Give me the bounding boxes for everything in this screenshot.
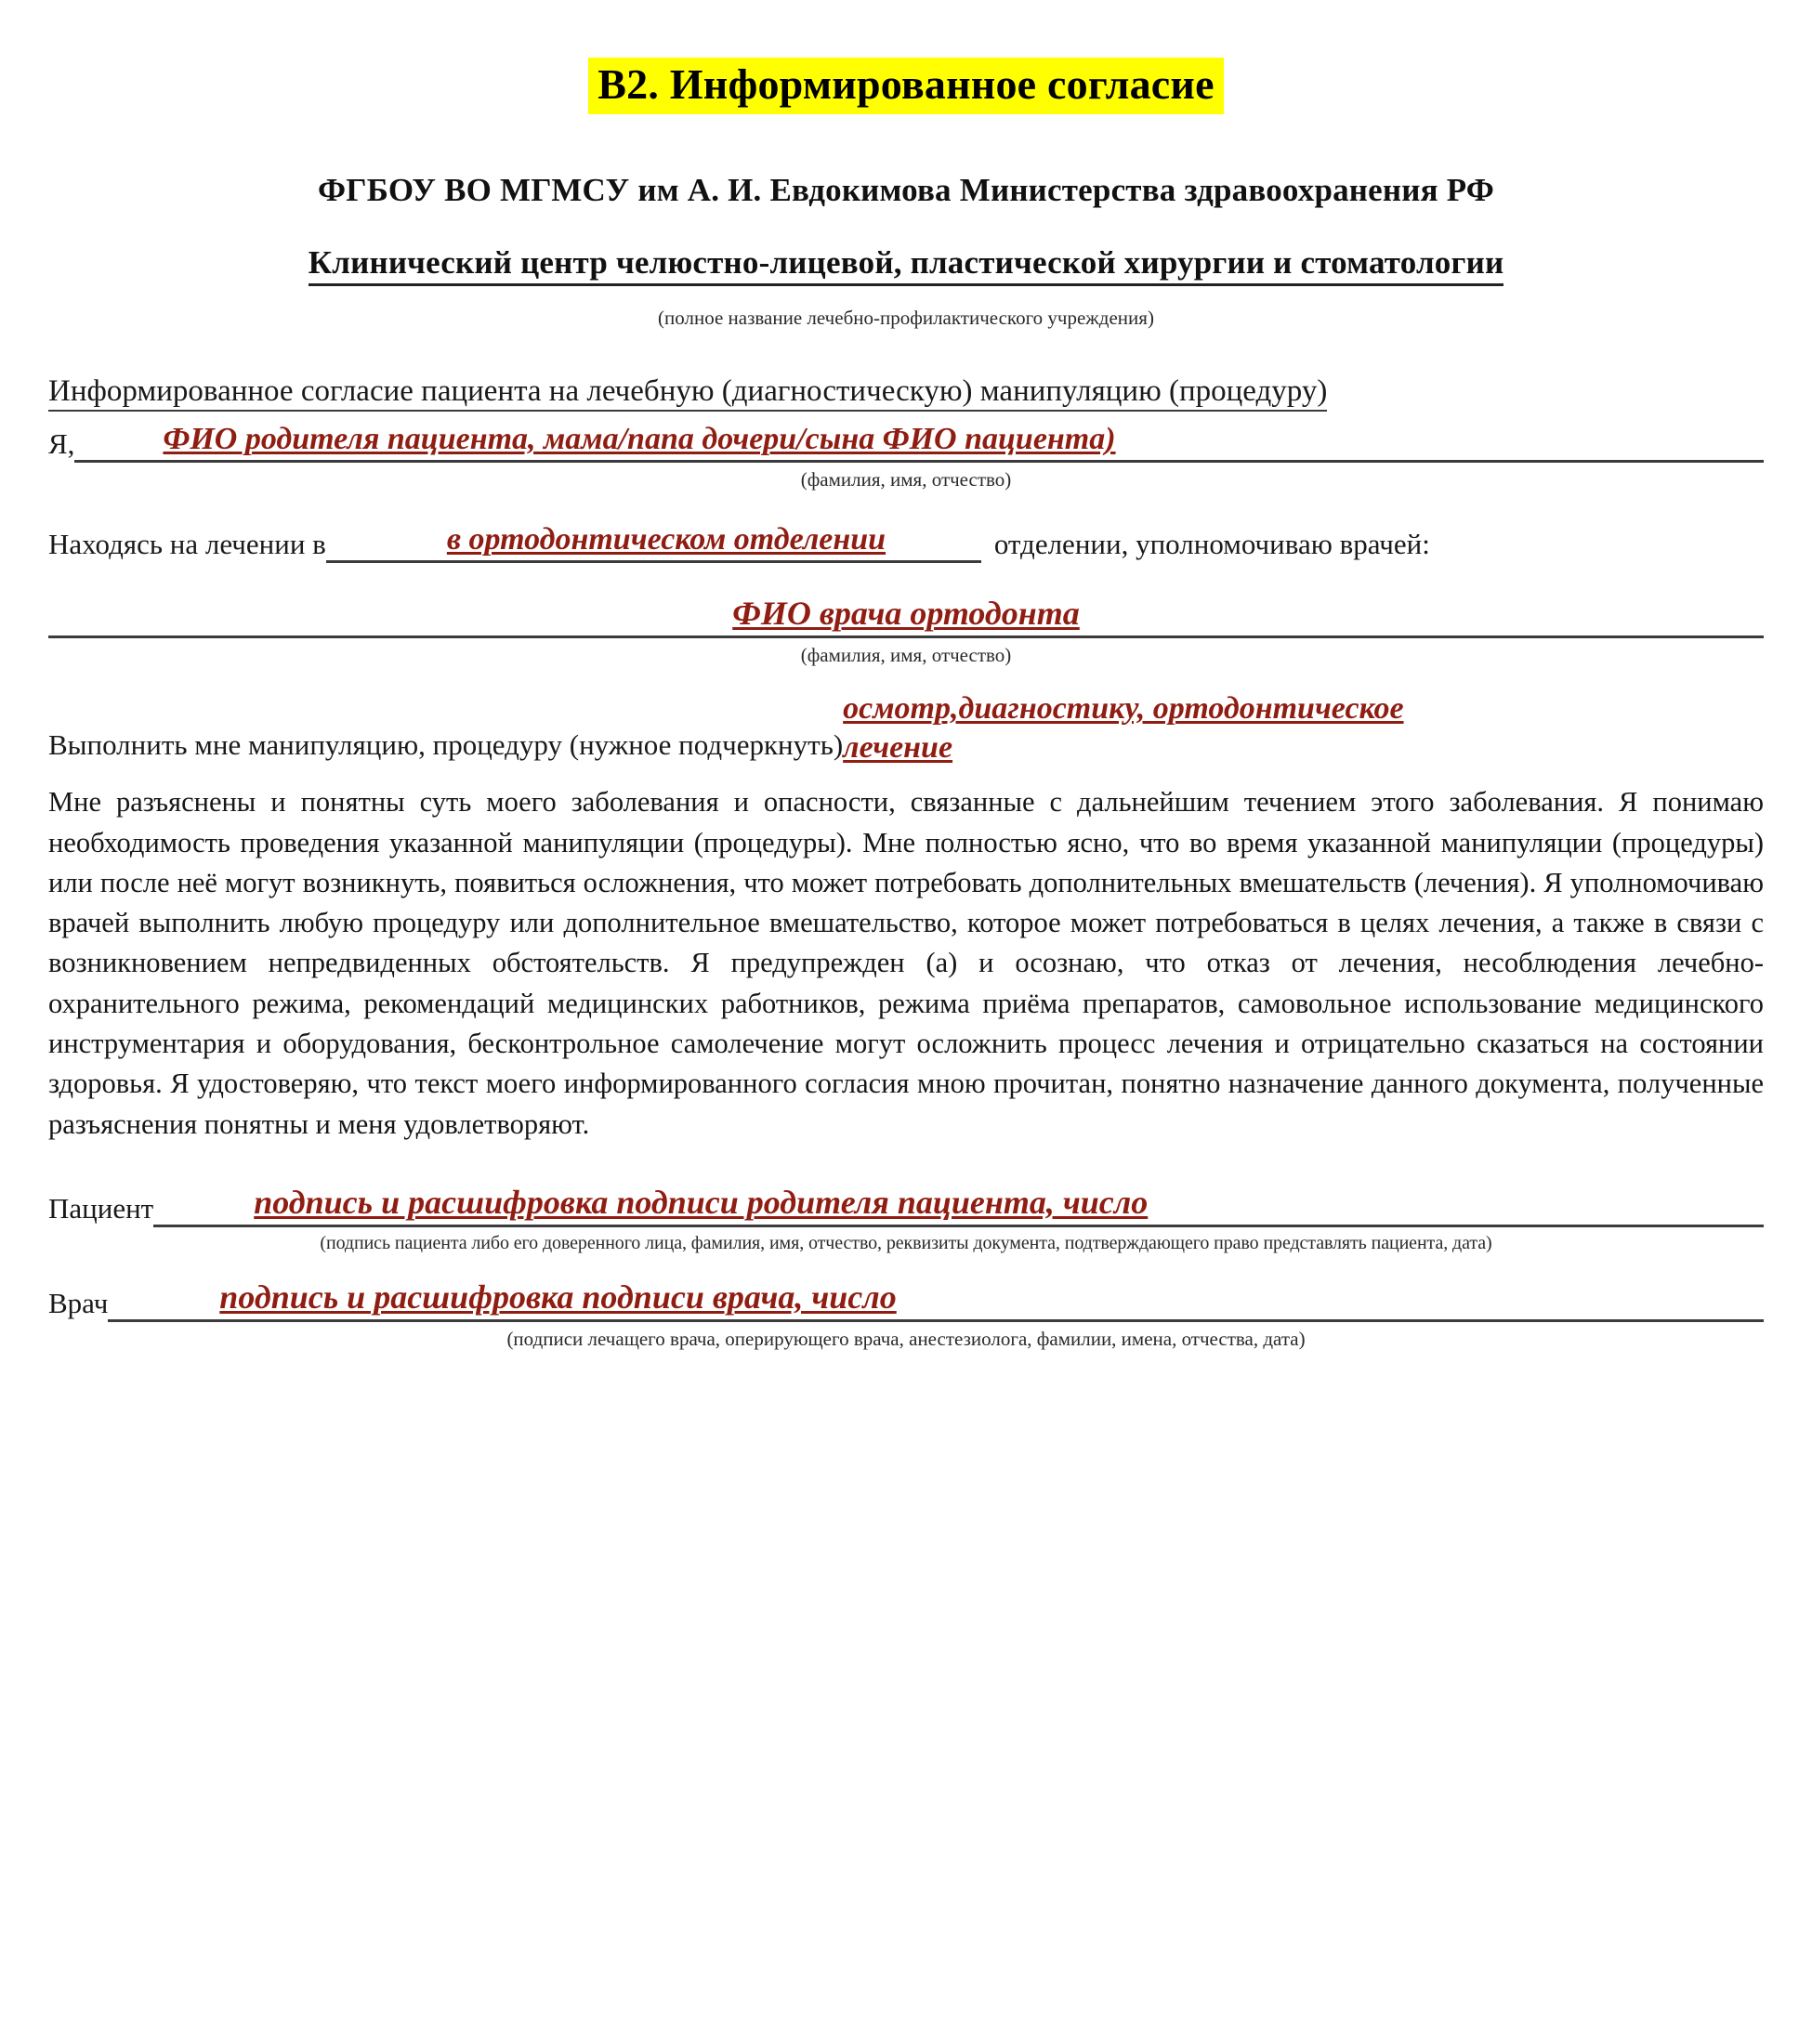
- procedure-row: [48, 691, 1764, 766]
- patient-signature-label: Пациент: [48, 1191, 154, 1225]
- institution-line-1: ФГБОУ ВО МГМСУ им А. И. Евдокимова Министерства здравоохранения РФ: [318, 172, 1494, 209]
- form-body: [48, 330, 1764, 1351]
- institution-header: [0, 172, 1812, 330]
- patient-name-row: [48, 417, 1764, 463]
- title-row: [0, 0, 1812, 114]
- patient-fio-caption: (фамилия, имя, отчество): [800, 468, 1012, 491]
- doctor-signature-label: Врач: [48, 1286, 109, 1319]
- institution-caption: (полное название лечебно-профилактического учреждения): [658, 307, 1154, 330]
- doctor-fio-caption: (фамилия, имя, отчество): [800, 644, 1012, 667]
- department-blank[interactable]: [326, 518, 981, 563]
- doctor-signature-caption: (подписи лечащего врача, оперирующего врача, анестезиолога, фамилии, имена, отчества, дата): [506, 1327, 1306, 1350]
- consent-body-text: Мне разъяснены и понятны суть моего заболевания и опасности, связанные с дальнейшим течением этого заболевания. Я понимаю необходимость проведения указанной манипуляции (процедуры). Мне полностью ясно, что во время указанной манипуляции (процедуры) или после неё могут возникнуть, появиться осложнения, что может потребовать дополнительных вмешательств (лечения). Я уполномочиваю врачей выполнить любую процедуру или дополнительное вмешательство, которое может потребоваться в целях лечения, а также в связи с возникновением непредвиденных обстоятельств. Я предупрежден (а) и осознаю, что отказ от лечения, несоблюдения лечебно-охранительного режима, рекомендаций медицинских работников, режима приёма препаратов, самовольное использование медицинского инструментария и оборудования, бесконтрольное самолечение могут осложнить процесс лечения и отрицательно сказаться на состоянии здоровья. Я удостоверяю, что текст моего информированного согласия мною прочитан, понятно назначение данного документа, полученные разъяснения понятны и меня удовлетворяют.: [48, 786, 1764, 1140]
- department-row: [48, 518, 1764, 563]
- procedure-ink-line-2: лечение: [843, 730, 953, 766]
- patient-name-blank[interactable]: [74, 417, 1764, 463]
- consent-heading: Информированное согласие пациента на лечебную (диагностическую) манипуляцию (процедуру): [48, 374, 1327, 412]
- institution-line-2: Клинический центр челюстно-лицевой, пластической хирургии и стоматологии: [309, 244, 1504, 286]
- department-ink: в ортодонтическом отделении: [446, 522, 886, 557]
- treated-at-label: Находясь на лечении в: [48, 528, 326, 561]
- procedure-ink-line-1: осмотр,диагностику, ортодонтическое: [843, 691, 1404, 727]
- doctor-name-blank[interactable]: [48, 587, 1764, 638]
- patient-signature-row: [48, 1180, 1764, 1227]
- patient-signature-caption: (подпись пациента либо его доверенного лица, фамилия, имя, отчество, реквизиты документа, подтверждающего право представлять пациента, дата): [320, 1232, 1492, 1253]
- patient-signature-blank[interactable]: [153, 1180, 1764, 1227]
- page-title: В2. Информированное согласие: [588, 58, 1223, 114]
- doctor-name-ink: ФИО врача ортодонта: [732, 595, 1080, 633]
- doctor-signature-blank[interactable]: [108, 1275, 1764, 1322]
- patient-signature-ink: подпись и расшифровка подписи родителя пациента, число: [254, 1183, 1149, 1221]
- department-suffix-label: отделении, уполномочиваю врачей:: [993, 528, 1430, 561]
- procedure-blank[interactable]: [843, 691, 1764, 766]
- doctor-signature-row: [48, 1275, 1764, 1322]
- i-label: Я,: [48, 427, 75, 461]
- patient-name-ink: ФИО родителя пациента, мама/папа дочери/сына ФИО пациента): [163, 422, 1116, 457]
- consent-heading-row: [48, 330, 1764, 412]
- doctor-signature-ink: подпись и расшифровка подписи врача, число: [219, 1278, 897, 1316]
- procedure-label: Выполнить мне манипуляцию, процедуру (нужное подчеркнуть): [48, 728, 844, 762]
